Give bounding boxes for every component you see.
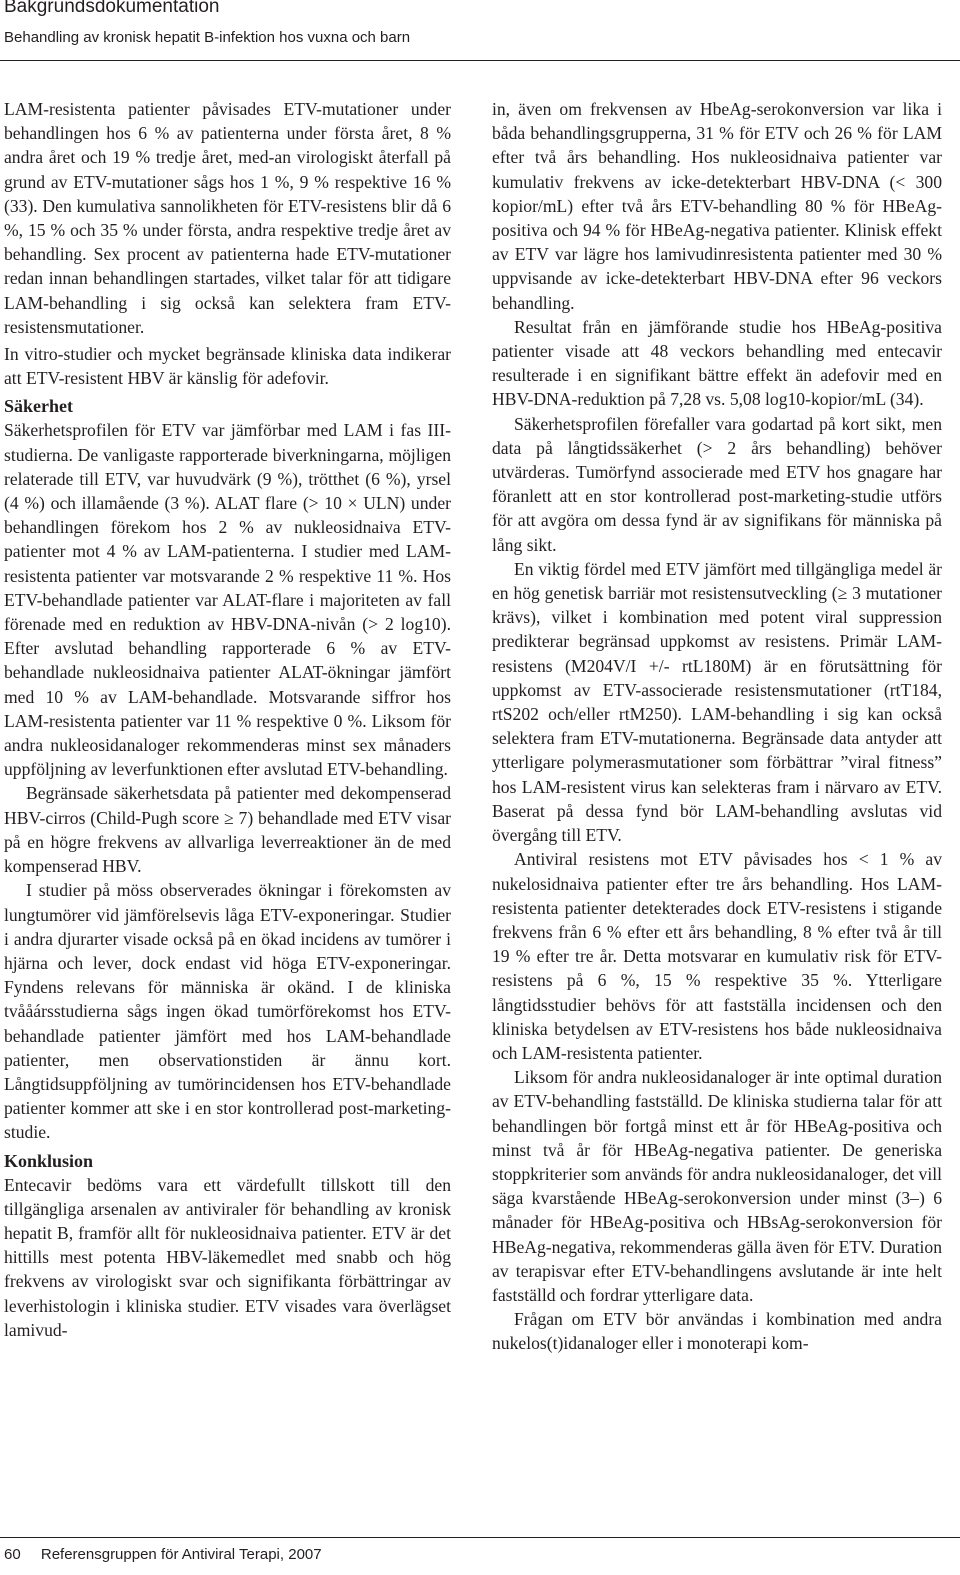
page-title: Bakgrundsdokumentation <box>4 0 220 17</box>
page-subtitle: Behandling av kronisk hepatit B-infektion hos vuxna och barn <box>4 29 411 46</box>
paragraph: Säkerhetsprofilen förefaller vara godartad på kort sikt, men data på långtidssäkerhet (> 2 års behandling) behöver utvärderas. Tumörfynd associerade med ETV hos gnagare har föranlett att en stor kontrollerad post-marketing-studie utförs för att avgöra om dessa fynd är av signifikans för människa på lång sikt. <box>492 413 942 555</box>
paragraph: Begränsade säkerhetsdata på patienter med dekompenserad HBV-cirros (Child-Pugh score ≥ 7) behandlade med ETV visar på en högre frekvens av allvarliga leverreaktioner än de med kompenserad HBV. <box>4 783 451 877</box>
paragraph: En viktig fördel med ETV jämfört med tillgängliga medel är en hög genetisk barriär mot resistensutveckling (≥ 3 mutationer krävs), vilket i kombination med potent viral suppression predikterar begränsad uppkomst av resistens. Primär LAM-resistens (M204V/I +/- rtL180M) är en förutsättning för uppkomst av ETV-associerade resistensmutationer (rtT184, rtS202 och/eller rtM250). LAM-behandling i sig kan också selektera fram ETV-mutationerna. Begränsade data antyder att ytterligare polymerasmutationer som förbättrar ”viral fitness” hos LAM-resistent virus kan selekteras fram i närvaro av ETV. Baserat på dessa fynd bör LAM-behandling avslutas vid övergång till ETV. <box>492 558 942 846</box>
paragraph: Resultat från en jämförande studie hos HBeAg-positiva patienter visade att 48 veckors behandling med entecavir resulterade i en signifikant bättre effekt än adefovir med en HBV-DNA-reduktion på 7,28 vs. 5,08 log10-kopior/mL (34). <box>492 316 942 410</box>
footer-divider <box>0 1537 960 1538</box>
footer <box>4 1546 322 1563</box>
left-column <box>4 97 451 1342</box>
paragraph: I studier på möss observerades ökningar i förekomsten av lungtumörer vid jämförelsevis låga ETV-exponeringar. Studier i andra djurarter visade också på en ökad incidens av tumörer i hjärna och lever, dock endast vid höga ETV-exponeringar. Fyndens relevans för människa är okänd. I de kliniska tvååársstudierna sågs ingen ökad tumörförekomst hos ETV-behandlade patienter jämfört med hos LAM-behandlade patienter, men observationstiden är ännu kort. Långtidsuppföljning av tumörincidensen hos ETV-behandlade patienter kommer att ske i en stor kontrollerad post-marketing-studie. <box>4 880 451 1143</box>
paragraph: Säkerhetsprofilen för ETV var jämförbar med LAM i fas III-studierna. De vanligaste rapporterade biverkningarna, möjligen relaterade till ETV, var huvudvärk (9 %), trötthet (6 %), yrsel (4 %) och illamående (3 %). ALAT flare (> 10 × ULN) under behandlingen förekom hos 2 % av nukleosidnaiva ETV-patienter mot 4 % av LAM-patienterna. I studier med LAM-resistenta patienter var motsvarande 2 % respektive 11 %. Hos ETV-behandlade patienter var ALAT-flare i majoriteten av fall förenade med en reduktion av HBV-DNA-nivån (> 2 log10). Efter avslutad behandling rapporterade 6 % av ETV-behandlade nukleosidnaiva patienter ALAT-ökningar jämfört med 10 % av LAM-behandlade. Motsvarande siffror hos LAM-resistenta patienter var 11 % respektive 0 %. Liksom för andra nukleosidanaloger rekommenderas minst sex månaders uppföljning av leverfunktionen efter avslutad ETV-behandling. <box>4 420 451 780</box>
right-column <box>492 97 942 1356</box>
paragraph: in, även om frekvensen av HbeAg-serokonversion var lika i båda behandlingsgrupperna, 31 % för ETV och 26 % för LAM efter två års behandling. Hos nukleosidnaiva patienter var kumulativ frekvens av icke-detekterbart HBV-DNA (< 300 kopior/mL) efter två års ETV-behandling 80 % för HBeAg-positiva och 94 % för HBeAg-negativa patienter. Klinisk effekt av ETV var lägre hos lamivudinresistenta patienter med 30 % uppvisande av icke-detekterbart HBV-DNA efter 96 veckors behandling. <box>492 99 942 313</box>
paragraph: Liksom för andra nukleosidanaloger är inte optimal duration av ETV-behandling fastställd. De kliniska studierna talar för att behandlingen bör fortgå minst ett år för HBeAg-positiva och minst två år för HBeAg-negativa patienter. De generiska stoppkriterier som används för andra nukleosidanaloger, det vill säga kvarstående HBeAg-serokonversion under minst (3–) 6 månader för HBeAg-positiva och HBsAg-serokonversion för HBeAg-negativa, rekommenderas gälla även för ETV. Duration av terapisvar efter ETV-behandlingens avslutande är inte helt fastställd och fordrar ytterligare data. <box>492 1067 942 1305</box>
page-number: 60 <box>4 1546 21 1563</box>
paragraph: In vitro-studier och mycket begränsade kliniska data indikerar att ETV-resistent HBV är känslig för adefovir. <box>4 344 451 389</box>
paragraph: Antiviral resistens mot ETV påvisades hos < 1 % av nukelosidnaiva patienter efter tre års behandling. Hos LAM-resistenta patienter detekterades dock ETV-resistens i stigande frekvens från 6 % efter ett års behandling, 8 % efter två år till 19 % efter tre år. Detta motsvarar en kumulativ risk för ETV-resistens på 6 %, 15 % respektive 35 %. Ytterligare långtidsstudier behövs för att fastställa incidensen och den kliniska betydelsen av ETV-resistens hos både nukleosidnaiva och LAM-resistenta patienter. <box>492 849 942 1063</box>
section-heading: Säkerhet <box>4 396 73 417</box>
section-heading: Konklusion <box>4 1150 94 1171</box>
paragraph: Entecavir bedöms vara ett värdefullt tillskott till den tillgängliga arsenalen av antiviraler för behandling av kronisk hepatit B, framför allt för nukleosidnaiva patienter. ETV är det hittills mest potenta HBV-läkemedlet med snabb och hög frekvens av virologiskt svar och signifikanta förbättringar av leverhistologin i kliniska studier. ETV visades vara överlägset lamivud- <box>4 1174 451 1340</box>
header-divider <box>0 60 960 61</box>
footer-publisher: Referensgruppen för Antiviral Terapi, 2007 <box>40 1546 322 1563</box>
paragraph: LAM-resistenta patienter påvisades ETV-mutationer under behandlingen hos 6 % av patienterna under första året, 8 % andra året och 19 % tredje året, med-an virologiskt återfall på grund av ETV-mutationer sågs hos 1 %, 9 % respektive 16 % (33). Den kumulativa sannolikheten för ETV-resistens blir då 6 %, 15 % och 35 % under första, andra respektive tredje året av behandling. Sex procent av patienterna hade ETV-mutationer redan innan behandlingen startades, vilket talar för att tidigare LAM-behandling i sig också kan selektera fram ETV-resistensmutationer. <box>4 99 451 337</box>
paragraph: Frågan om ETV bör användas i kombination med andra nukelos(t)idanaloger eller i monoterapi kom- <box>492 1309 942 1354</box>
